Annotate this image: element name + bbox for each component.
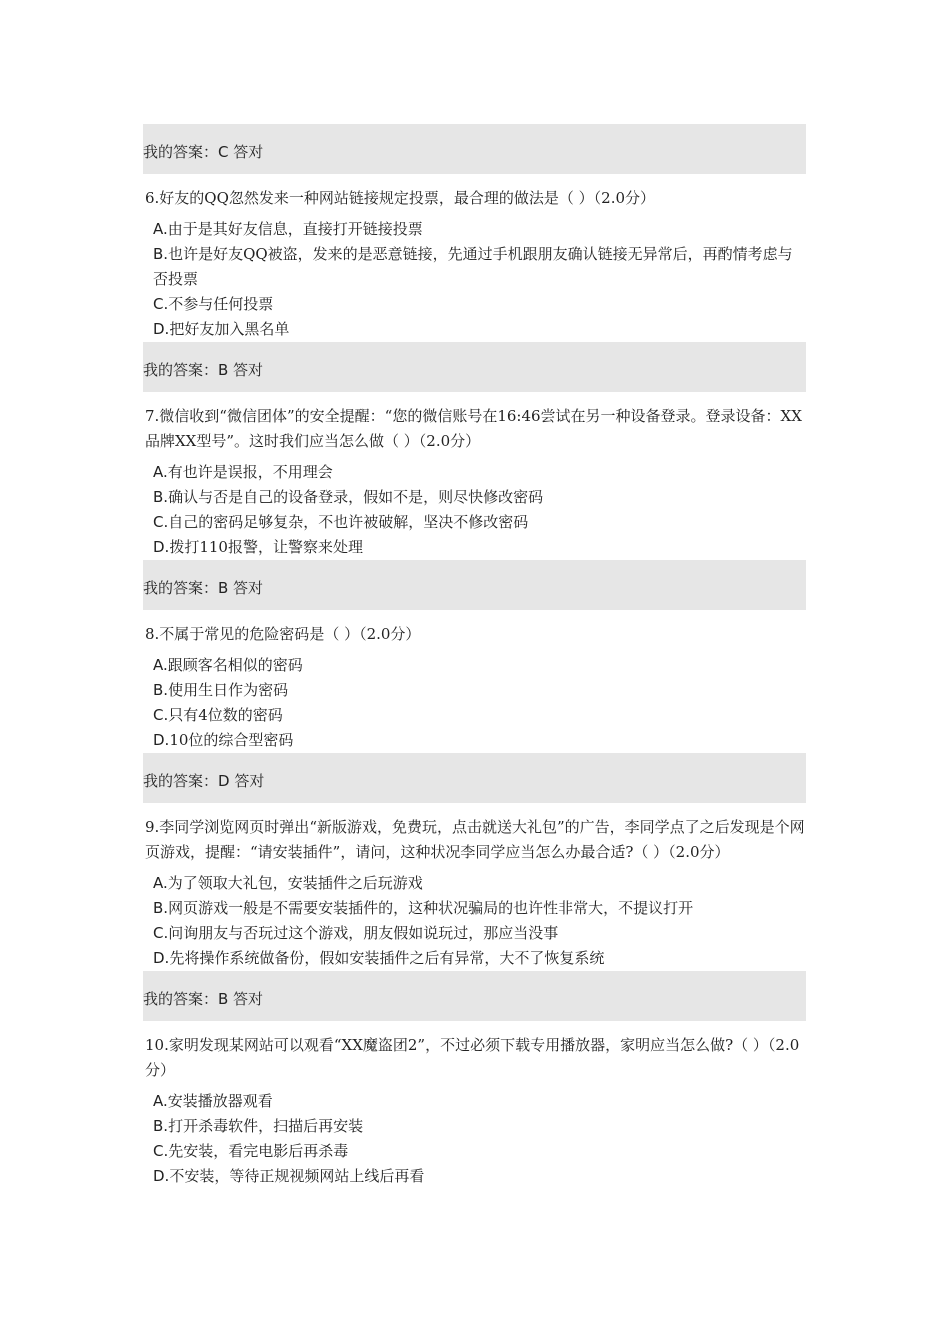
option-letter: C. — [153, 513, 169, 531]
option-text: 网页游戏一般是不需要安装插件的，这种状况骗局的也许性非常大，不提议打开 — [168, 899, 694, 917]
option-text: 只有4位数的密码 — [168, 706, 283, 724]
option-text: 为了领取大礼包，安装插件之后玩游戏 — [167, 874, 423, 892]
option-a — [145, 653, 806, 678]
option-d — [145, 535, 806, 560]
option-text: 不安装，等待正规视频网站上线后再看 — [169, 1167, 425, 1185]
option-a — [145, 460, 806, 485]
option-letter: A. — [153, 220, 168, 238]
option-text: 有也许是误报，不用理会 — [167, 463, 333, 481]
question-9 — [145, 803, 806, 971]
answer-text: 我的答案：B 答对 — [143, 579, 264, 597]
option-d — [145, 317, 806, 342]
option-a — [145, 871, 806, 896]
option-letter: C. — [153, 295, 169, 313]
option-b — [145, 1114, 806, 1139]
option-b — [145, 896, 806, 921]
question-8 — [145, 610, 806, 753]
option-letter: B. — [153, 899, 169, 917]
option-c — [145, 1139, 806, 1164]
option-text: 确认与否是自己的设备登录，假如不是，则尽快修改密码 — [168, 488, 544, 506]
quiz-content — [145, 124, 806, 1189]
option-letter: A. — [153, 874, 168, 892]
option-letter: B. — [153, 245, 169, 263]
answer-bar — [143, 971, 806, 1021]
option-text: 使用生日作为密码 — [168, 681, 289, 699]
option-text: 拨打110报警，让警察来处理 — [169, 538, 363, 556]
option-b — [145, 242, 806, 292]
answer-bar — [143, 342, 806, 392]
option-letter: D. — [153, 731, 170, 749]
option-text: 也许是好友QQ被盗，发来的是恶意链接，先通过手机跟朋友确认链接无异常后，再酌情考虑与否投票 — [153, 245, 793, 288]
option-text: 10位的综合型密码 — [169, 731, 294, 749]
answer-text: 我的答案：C 答对 — [143, 143, 264, 161]
option-list — [145, 460, 806, 560]
option-letter: D. — [153, 538, 170, 556]
option-text: 自己的密码足够复杂，不也许被破解，坚决不修改密码 — [168, 513, 529, 531]
option-text: 安装播放器观看 — [167, 1092, 273, 1110]
option-letter: B. — [153, 681, 169, 699]
answer-bar — [143, 560, 806, 610]
option-letter: A. — [153, 463, 168, 481]
option-letter: C. — [153, 924, 169, 942]
option-c — [145, 921, 806, 946]
option-letter: A. — [153, 1092, 168, 1110]
question-text: 9.李同学浏览网页时弹出“新版游戏，免费玩，点击就送大礼包”的广告，李同学点了之后发现是个网页游戏，提醒：“请安装插件”，请问，这种状况李同学应当怎么办最合适?（ ）（2.0分） — [145, 818, 805, 861]
question-6 — [145, 174, 806, 342]
option-letter: D. — [153, 949, 170, 967]
option-letter: D. — [153, 320, 170, 338]
option-text: 打开杀毒软件，扫描后再安装 — [168, 1117, 364, 1135]
option-list — [145, 217, 806, 342]
option-b — [145, 678, 806, 703]
question-text: 8.不属于常见的危险密码是（ ）（2.0分） — [145, 625, 421, 643]
option-c — [145, 703, 806, 728]
question-text: 7.微信收到“微信团体”的安全提醒：“您的微信账号在16:46尝试在另一种设备登录。登录设备：XX品牌XX型号”。这时我们应当怎么做（ ）（2.0分） — [145, 407, 802, 450]
option-letter: B. — [153, 1117, 169, 1135]
option-d — [145, 946, 806, 971]
answer-text: 我的答案：B 答对 — [143, 990, 264, 1008]
option-a — [145, 1089, 806, 1114]
answer-bar — [143, 753, 806, 803]
question-7 — [145, 392, 806, 560]
option-c — [145, 510, 806, 535]
option-a — [145, 217, 806, 242]
option-text: 由于是其好友信息，直接打开链接投票 — [167, 220, 423, 238]
option-text: 不参与任何投票 — [168, 295, 274, 313]
answer-text: 我的答案：D 答对 — [143, 772, 265, 790]
question-text: 6.好友的QQ忽然发来一种网站链接规定投票，最合理的做法是（ ）（2.0分） — [145, 189, 656, 207]
option-text: 先安装，看完电影后再杀毒 — [168, 1142, 349, 1160]
answer-bar — [143, 124, 806, 174]
option-d — [145, 1164, 806, 1189]
option-list — [145, 1089, 806, 1189]
option-letter: B. — [153, 488, 169, 506]
option-text: 问询朋友与否玩过这个游戏，朋友假如说玩过，那应当没事 — [168, 924, 559, 942]
option-b — [145, 485, 806, 510]
option-letter: C. — [153, 706, 169, 724]
option-d — [145, 728, 806, 753]
question-text: 10.家明发现某网站可以观看“XX魔盗团2”，不过必须下载专用播放器，家明应当怎么做?（ ）（2.0分） — [145, 1036, 800, 1079]
option-text: 先将操作系统做备份，假如安装插件之后有异常，大不了恢复系统 — [169, 949, 605, 967]
option-c — [145, 292, 806, 317]
option-text: 把好友加入黑名单 — [169, 320, 290, 338]
option-list — [145, 653, 806, 753]
option-list — [145, 871, 806, 971]
option-letter: D. — [153, 1167, 170, 1185]
question-10 — [145, 1021, 806, 1189]
option-text: 跟顾客名相似的密码 — [167, 656, 303, 674]
option-letter: C. — [153, 1142, 169, 1160]
answer-text: 我的答案：B 答对 — [143, 361, 264, 379]
option-letter: A. — [153, 656, 168, 674]
